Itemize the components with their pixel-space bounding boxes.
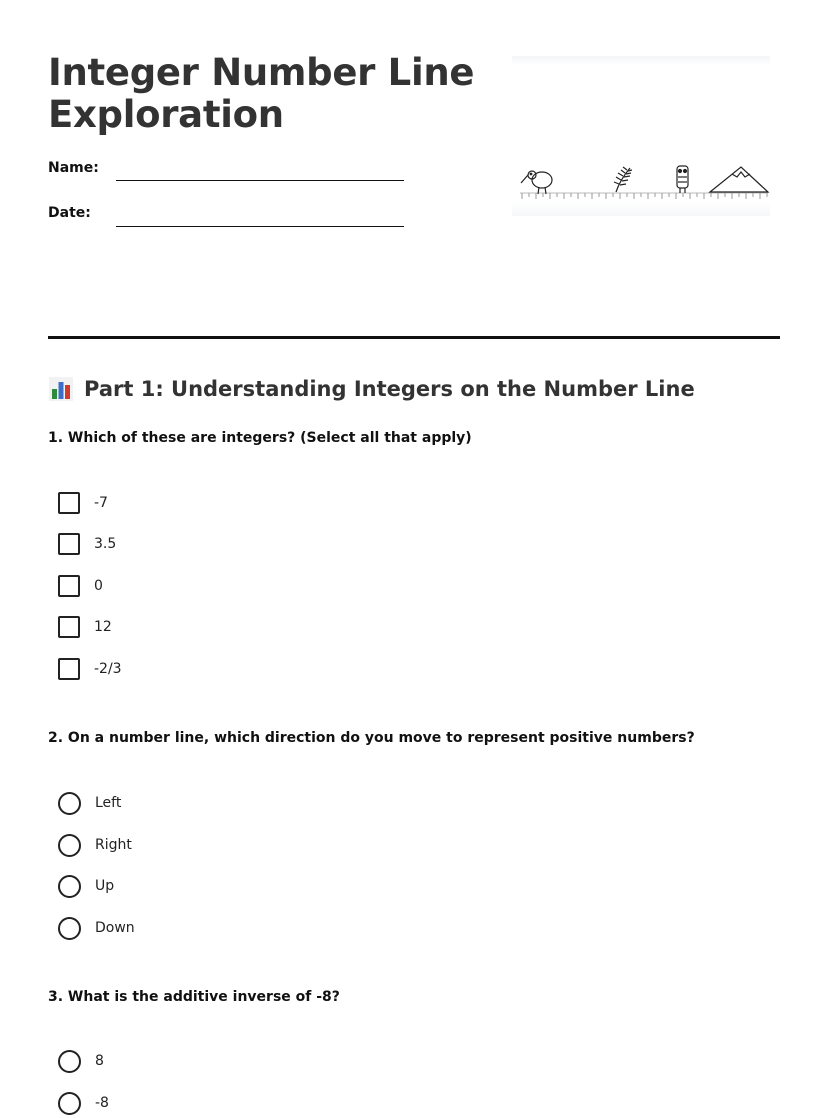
q2-option[interactable] xyxy=(58,833,132,857)
q1-option[interactable] xyxy=(58,532,116,556)
option-label: 0 xyxy=(94,578,103,594)
radio-button[interactable] xyxy=(58,1050,81,1073)
option-label: Right xyxy=(95,837,132,853)
radio-button[interactable] xyxy=(58,792,81,815)
fern-leaf-icon xyxy=(614,167,632,192)
option-label: 3.5 xyxy=(94,536,117,552)
mountain-icon xyxy=(710,167,768,192)
illustration-bottom-shade xyxy=(512,202,770,216)
option-label: -7 xyxy=(94,495,108,511)
option-label: Up xyxy=(95,878,115,894)
radio-button[interactable] xyxy=(58,917,81,940)
bar-chart-icon xyxy=(48,376,74,402)
section-heading xyxy=(48,374,695,404)
question-1-text: 1. Which of these are integers? (Select all that apply) xyxy=(48,430,472,446)
checkbox[interactable] xyxy=(58,492,80,514)
checkbox[interactable] xyxy=(58,658,80,680)
option-label: -8 xyxy=(95,1095,109,1111)
radio-button[interactable] xyxy=(58,834,81,857)
option-label: 8 xyxy=(95,1053,104,1069)
page-title: Integer Number Line Exploration xyxy=(48,51,475,136)
option-label: Down xyxy=(95,920,135,936)
q3-option[interactable] xyxy=(58,1049,104,1073)
q1-option[interactable] xyxy=(58,491,108,515)
q1-option[interactable] xyxy=(58,657,122,681)
option-label: -2/3 xyxy=(94,661,122,677)
section-title: Part 1: Understanding Integers on the Number Line xyxy=(84,377,695,401)
radio-button[interactable] xyxy=(58,1092,81,1115)
checkbox[interactable] xyxy=(58,616,80,638)
number-line-illustration xyxy=(512,56,770,216)
number-line xyxy=(520,193,768,199)
question-2-text: 2. On a number line, which direction do you move to represent positive numbers? xyxy=(48,730,695,746)
kiwi-bird-icon xyxy=(521,171,552,194)
date-field[interactable] xyxy=(116,226,404,227)
checkbox[interactable] xyxy=(58,575,80,597)
q3-option[interactable] xyxy=(58,1091,109,1115)
checkbox[interactable] xyxy=(58,533,80,555)
radio-button[interactable] xyxy=(58,875,81,898)
name-label: Name: xyxy=(48,160,99,176)
q2-option[interactable] xyxy=(58,916,135,940)
q2-option[interactable] xyxy=(58,791,121,815)
tiki-figure-icon xyxy=(677,166,688,193)
option-label: Left xyxy=(95,795,122,811)
name-field[interactable] xyxy=(116,180,404,181)
q1-option[interactable] xyxy=(58,574,103,598)
option-label: 12 xyxy=(94,619,112,635)
question-3-text: 3. What is the additive inverse of -8? xyxy=(48,989,340,1005)
q2-option[interactable] xyxy=(58,874,114,898)
date-label: Date: xyxy=(48,205,91,221)
section-divider xyxy=(48,336,780,339)
q1-option[interactable] xyxy=(58,615,112,639)
